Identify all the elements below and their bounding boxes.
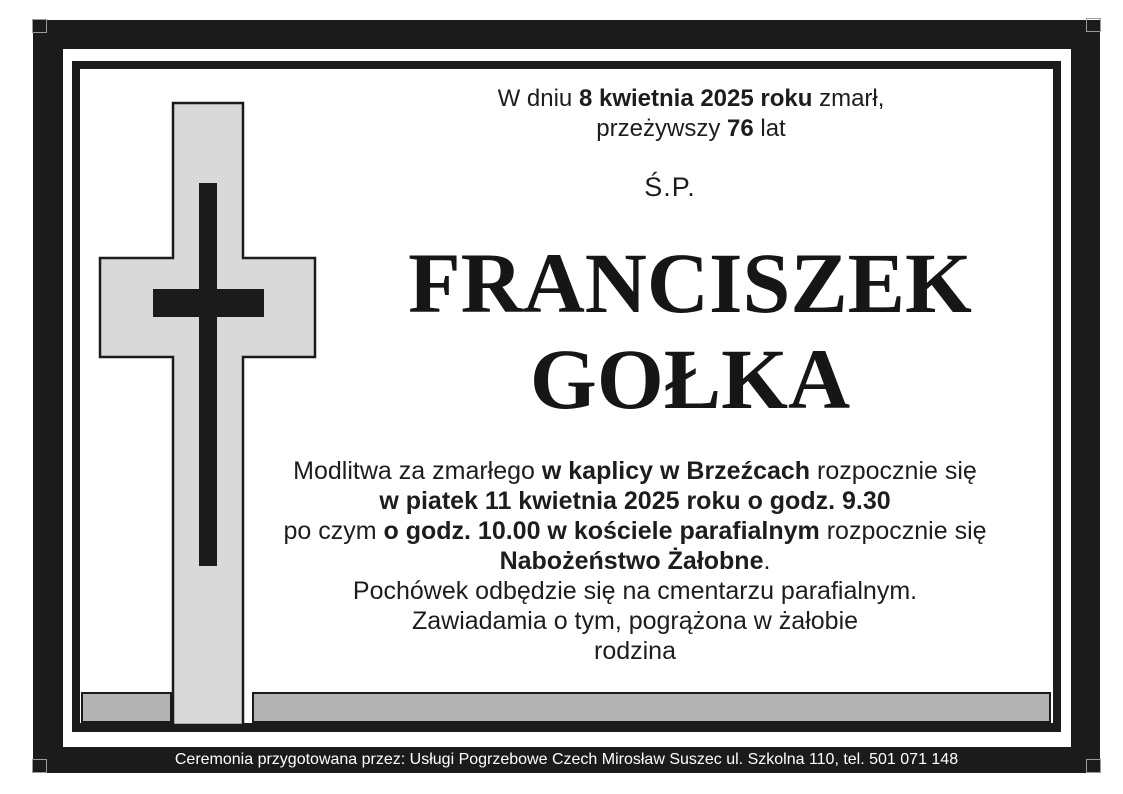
body-text: Modlitwa za zmarłego bbox=[293, 457, 542, 485]
body-text: rozpocznie się bbox=[819, 517, 987, 545]
funeral-home-credit: Ceremonia przygotowana przez: Usługi Pogrzebowe Czech Mirosław Suszec ul. Szkolna 110, tel. 501 071 148 bbox=[174, 751, 959, 768]
deceased-first-name: FRANCISZEK bbox=[408, 235, 972, 331]
church-time: o godz. 10.00 w kościele parafialnym bbox=[383, 517, 820, 545]
body-line-5 bbox=[230, 576, 1040, 606]
deceased-last-name: GOŁKA bbox=[529, 331, 851, 427]
age-value: 76 bbox=[726, 115, 754, 142]
deceased-name bbox=[330, 235, 1050, 427]
intro-line-1 bbox=[330, 84, 1052, 114]
inner-cross-horizontal bbox=[153, 289, 264, 317]
body-line-1 bbox=[230, 456, 1040, 486]
intro-line-1-post: zmarł, bbox=[812, 85, 885, 112]
burial-info: Pochówek odbędzie się na cmentarzu parafialnym. bbox=[352, 577, 918, 605]
ground-strip-right bbox=[252, 692, 1051, 723]
frame-corner-mark bbox=[32, 759, 47, 773]
death-date: 8 kwietnia 2025 roku bbox=[578, 85, 813, 112]
intro-line-2-pre: przeżywszy bbox=[596, 115, 727, 142]
body-line-7 bbox=[230, 636, 1040, 666]
body-text: rozpocznie się bbox=[810, 457, 977, 485]
family-signature: rodzina bbox=[594, 637, 676, 665]
body-line-2 bbox=[230, 486, 1040, 516]
frame-corner-mark bbox=[1086, 759, 1101, 773]
body-line-4 bbox=[230, 546, 1040, 576]
frame-corner-mark bbox=[32, 19, 47, 33]
intro-line-2-post: lat bbox=[753, 115, 786, 142]
chapel-location: w kaplicy w Brzeźcach bbox=[541, 457, 811, 485]
body-line-6 bbox=[230, 606, 1040, 636]
body-text: . bbox=[763, 547, 771, 575]
intro-block bbox=[330, 84, 1052, 144]
funeral-details bbox=[230, 456, 1040, 666]
footer-bar bbox=[33, 746, 1100, 773]
prayer-datetime: w piatek 11 kwietnia 2025 roku o godz. 9.30 bbox=[379, 487, 891, 515]
service-name: Nabożeństwo Żałobne bbox=[499, 547, 764, 575]
intro-line-1-pre: W dniu bbox=[497, 85, 579, 112]
mourning-note: Zawiadamia o tym, pogrążona w żałobie bbox=[411, 607, 859, 635]
frame-corner-mark bbox=[1086, 18, 1101, 32]
intro-line-2 bbox=[330, 114, 1052, 144]
body-line-3 bbox=[230, 516, 1040, 546]
body-text: po czym bbox=[283, 517, 384, 545]
salutation: Ś.P. bbox=[644, 172, 696, 202]
inner-cross-vertical bbox=[199, 183, 217, 566]
